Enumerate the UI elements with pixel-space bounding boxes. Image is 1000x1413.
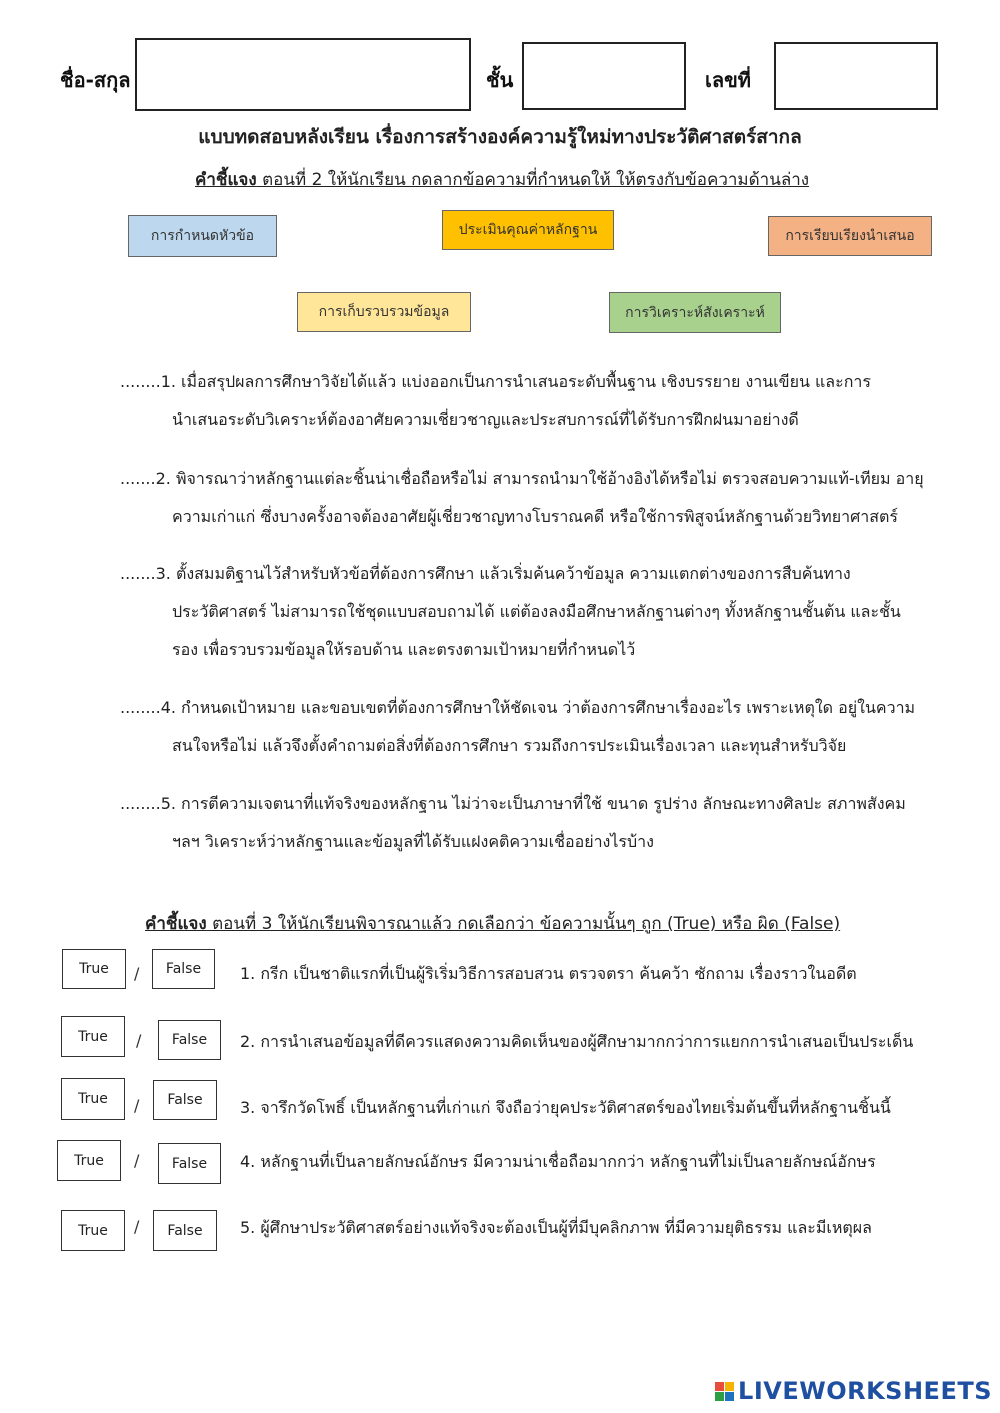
chip-collect-data[interactable]: การเก็บรวบรวมข้อมูล: [297, 292, 471, 332]
part2-instruction-text: ตอนที่ 2 ให้นักเรียน กดลากข้อความที่กำหนดให้ ให้ตรงกับข้อความด้านล่าง: [256, 170, 810, 190]
question-line: ฯลฯ วิเคราะห์ว่าหลักฐานและข้อมูลที่ได้รับแฝงคติความเชื่ออย่างไรบ้าง: [172, 832, 654, 851]
question-line: ........5. การตีความเจตนาที่แท้จริงของหลักฐาน ไม่ว่าจะเป็นภาษาที่ใช้ ขนาด รูปร่าง ลักษณะทางศิลปะ สภาพสังคม: [120, 794, 906, 813]
question-line: ความเก่าแก่ ซึ่งบางครั้งอาจต้องอาศัยผู้เชี่ยวชาญทางโบราณคดี หรือใช้การพิสูจน์หลักฐานด้วยวิทยาศาสตร์: [172, 507, 898, 526]
question-line: .......2. พิจารณาว่าหลักฐานแต่ละชิ้นน่าเชื่อถือหรือไม่ สามารถนำมาใช้อ้างอิงได้หรือไม่ ตรวจสอบความแท้-เทียม อายุ: [120, 469, 924, 488]
question-line: ประวัติศาสตร์ ไม่สามารถใช้ชุดแบบสอบถามได้ แต่ต้องลงมือศึกษาหลักฐานต่างๆ ทั้งหลักฐานชั้นต้น และชั้น: [172, 602, 901, 621]
true-button-1[interactable]: True: [62, 949, 126, 989]
question-line: .......3. ตั้งสมมติฐานไว้สำหรับหัวข้อที่ต้องการศึกษา แล้วเริ่มค้นคว้าข้อมูล ความแตกต่างของการสืบค้นทาง: [120, 564, 851, 583]
true-button-3[interactable]: True: [61, 1078, 125, 1120]
page-title: แบบทดสอบหลังเรียน เรื่องการสร้างองค์ความรู้ใหม่ทางประวัติศาสตร์สากล: [198, 126, 802, 148]
part2-question-4: [120, 689, 940, 765]
false-button-1[interactable]: False: [152, 949, 215, 989]
part2-question-2: [120, 460, 940, 536]
liveworksheets-mark-icon: [715, 1382, 734, 1401]
name-label: ชื่อ-สกุล: [60, 68, 131, 92]
number-input[interactable]: [774, 42, 938, 110]
liveworksheets-logo[interactable]: [715, 1377, 992, 1405]
true-button-5[interactable]: True: [61, 1210, 125, 1251]
true-button-4[interactable]: True: [57, 1140, 121, 1181]
tf-question-2: 2. การนำเสนอข้อมูลที่ดีควรแสดงความคิดเห็นของผู้ศึกษามากกว่าการแยกการนำเสนอเป็นประเด็น: [240, 1032, 914, 1051]
part2-question-1: [120, 363, 940, 439]
class-label: ชั้น: [486, 68, 514, 92]
chip-analyze-synthesize[interactable]: การวิเคราะห์สังเคราะห์: [609, 292, 781, 333]
class-input[interactable]: [522, 42, 686, 110]
brand-name: LIVEWORKSHEETS: [738, 1377, 992, 1405]
part3-instruction-text: ตอนที่ 3 ให้นักเรียนพิจารณาแล้ว กดเลือกว่า ข้อความนั้นๆ ถูก (True) หรือ ผิด (False): [206, 914, 841, 934]
tf-question-1: 1. กรีก เป็นชาติแรกที่เป็นผู้ริเริ่มวิธีการสอบสวน ตรวจตรา ค้นคว้า ซักถาม เรื่องราวในอดีต: [240, 964, 857, 983]
slash-separator: /: [134, 964, 140, 983]
false-button-5[interactable]: False: [153, 1210, 217, 1251]
tf-question-4: 4. หลักฐานที่เป็นลายลักษณ์อักษร มีความน่าเชื่อถือมากกว่า หลักฐานที่ไม่เป็นลายลักษณ์อักษร: [240, 1152, 876, 1171]
tf-question-5: 5. ผู้ศึกษาประวัติศาสตร์อย่างแท้จริงจะต้องเป็นผู้ที่มีบุคลิกภาพ ที่มีความยุติธรรม และมีเหตุผล: [240, 1218, 872, 1237]
question-line: รอง เพื่อรวบรวมข้อมูลให้รอบด้าน และตรงตามเป้าหมายที่กำหนดไว้: [172, 640, 636, 659]
question-line: นำเสนอระดับวิเคราะห์ต้องอาศัยความเชี่ยวชาญและประสบการณ์ที่ได้รับการฝึกฝนมาอย่างดี: [172, 410, 799, 429]
true-button-2[interactable]: True: [61, 1016, 125, 1057]
false-button-2[interactable]: False: [158, 1020, 221, 1060]
name-input[interactable]: [135, 38, 471, 111]
part2-instruction-bold: คำชี้แจง: [195, 170, 257, 190]
number-label: เลขที่: [705, 68, 751, 92]
question-line: ........4. กำหนดเป้าหมาย และขอบเขตที่ต้องการศึกษาให้ชัดเจน ว่าต้องการศึกษาเรื่องอะไร เพราะเหตุใด อยู่ในความ: [120, 698, 916, 717]
tf-question-3: 3. จารึกวัดโพธิ์ เป็นหลักฐานที่เก่าแก่ จึงถือว่ายุคประวัติศาสตร์ของไทยเริ่มต้นขึ้นที่หลักฐานชิ้นนี้: [240, 1098, 891, 1117]
chip-define-topic[interactable]: การกำหนดหัวข้อ: [128, 215, 277, 257]
false-button-4[interactable]: False: [158, 1143, 221, 1184]
part2-instruction: [195, 166, 809, 193]
slash-separator: /: [134, 1096, 140, 1115]
false-button-3[interactable]: False: [153, 1080, 217, 1120]
part3-instruction: [145, 910, 840, 937]
part2-question-5: [120, 785, 940, 861]
slash-separator: /: [134, 1151, 140, 1170]
question-line: ........1. เมื่อสรุปผลการศึกษาวิจัยได้แล้ว แบ่งออกเป็นการนำเสนอระดับพื้นฐาน เชิงบรรยาย งานเขียน และการ: [120, 372, 871, 391]
slash-separator: /: [136, 1031, 142, 1050]
question-line: สนใจหรือไม่ แล้วจึงตั้งคำถามต่อสิ่งที่ต้องการศึกษา รวมถึงการประเมินเรื่องเวลา และทุนสำหรับวิจัย: [172, 736, 847, 755]
part2-question-3: [120, 555, 940, 669]
chip-compose-present[interactable]: การเรียบเรียงนำเสนอ: [768, 216, 932, 256]
slash-separator: /: [134, 1217, 140, 1236]
part3-instruction-bold: คำชี้แจง: [145, 914, 207, 934]
chip-evaluate-evidence[interactable]: ประเมินคุณค่าหลักฐาน: [442, 210, 614, 250]
